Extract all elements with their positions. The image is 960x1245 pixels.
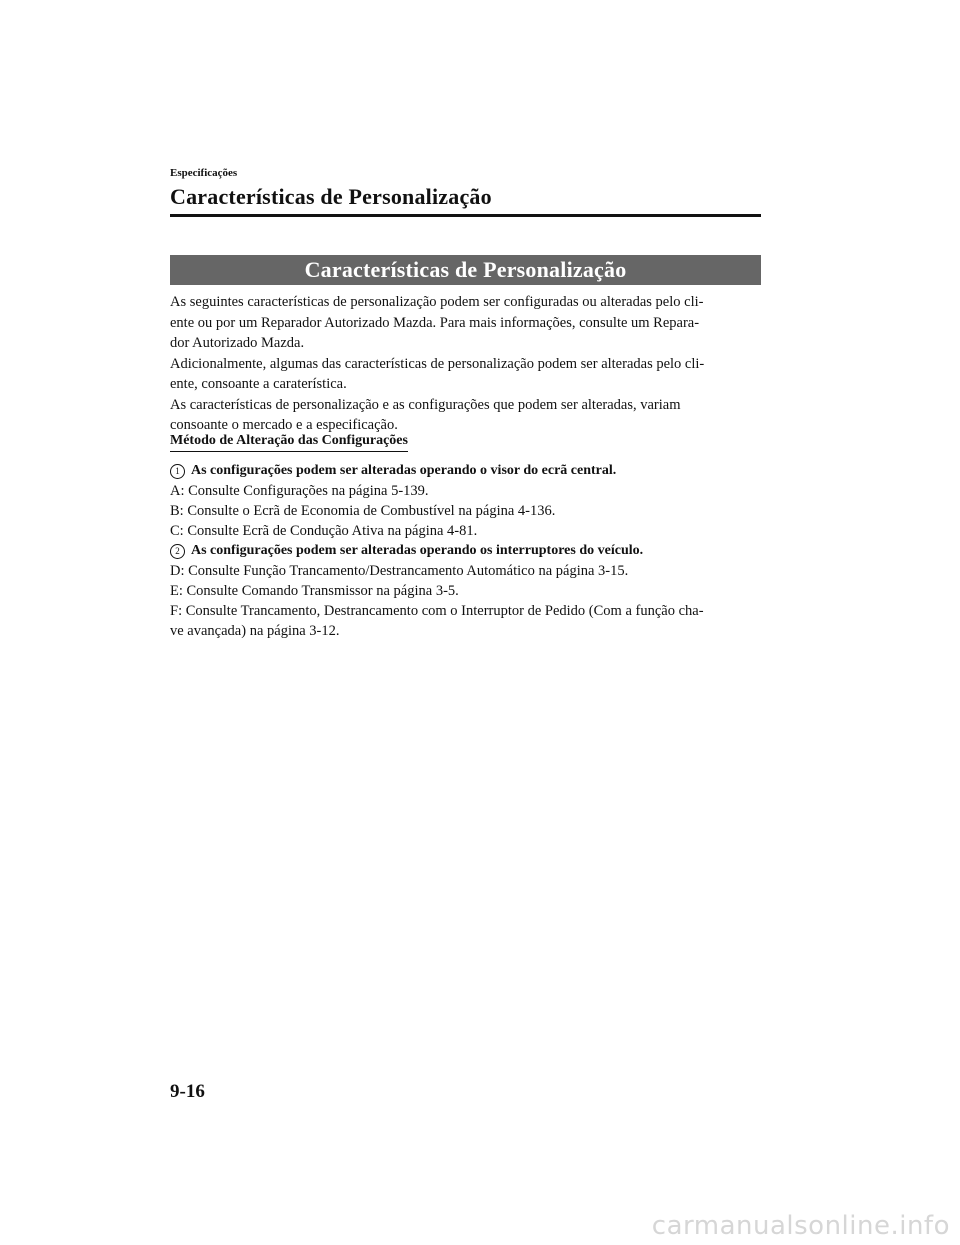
intro-line: As seguintes características de personalização podem ser configuradas ou alteradas pelo cli-: [170, 294, 704, 310]
subheading-method: Método de Alteração das Configurações: [170, 433, 408, 452]
section-title-banner: Características de Personalização: [170, 255, 761, 285]
method-item: E: Consulte Comando Transmissor na página 3-5.: [170, 583, 459, 599]
intro-paragraph: [170, 292, 765, 436]
method-item: D: Consulte Função Trancamento/Destrancamento Automático na página 3-15.: [170, 563, 629, 579]
page-number: 9-16: [170, 1081, 205, 1102]
method-item: F: Consulte Trancamento, Destrancamento com o Interruptor de Pedido (Com a função cha-: [170, 603, 704, 619]
method-item: B: Consulte o Ecrã de Economia de Combustível na página 4-136.: [170, 503, 556, 519]
running-header-title: Características de Personalização: [170, 184, 492, 209]
method-heading-2: [170, 541, 765, 561]
method-heading-text: As configurações podem ser alteradas operando os interruptores do veículo.: [191, 543, 644, 558]
intro-line: ente, consoante a caraterística.: [170, 376, 347, 392]
circled-number-1-icon: 1: [170, 464, 185, 479]
intro-line: Adicionalmente, algumas das características de personalização podem ser alteradas pelo cli-: [170, 355, 705, 372]
intro-line: consoante o mercado e a especificação.: [170, 417, 398, 433]
circled-number-2-icon: 2: [170, 544, 185, 559]
method-heading-1: [170, 461, 765, 481]
method-item: A: Consulte Configurações na página 5-139.: [170, 483, 429, 499]
method-item: C: Consulte Ecrã de Condução Ativa na página 4-81.: [170, 523, 478, 539]
watermark: carmanualsonline.info: [651, 1211, 950, 1241]
methods-list: [170, 461, 765, 641]
intro-line: As características de personalização e as configurações que podem ser alteradas, variam: [170, 396, 681, 413]
intro-line: dor Autorizado Mazda.: [170, 335, 305, 351]
running-header-section: Especificações: [170, 167, 238, 179]
method-heading-text: As configurações podem ser alteradas operando o visor do ecrã central.: [191, 463, 617, 478]
header-divider: [170, 214, 761, 217]
intro-line: ente ou por um Reparador Autorizado Mazda. Para mais informações, consulte um Repara-: [170, 314, 700, 331]
method-item: ve avançada) na página 3-12.: [170, 623, 340, 639]
